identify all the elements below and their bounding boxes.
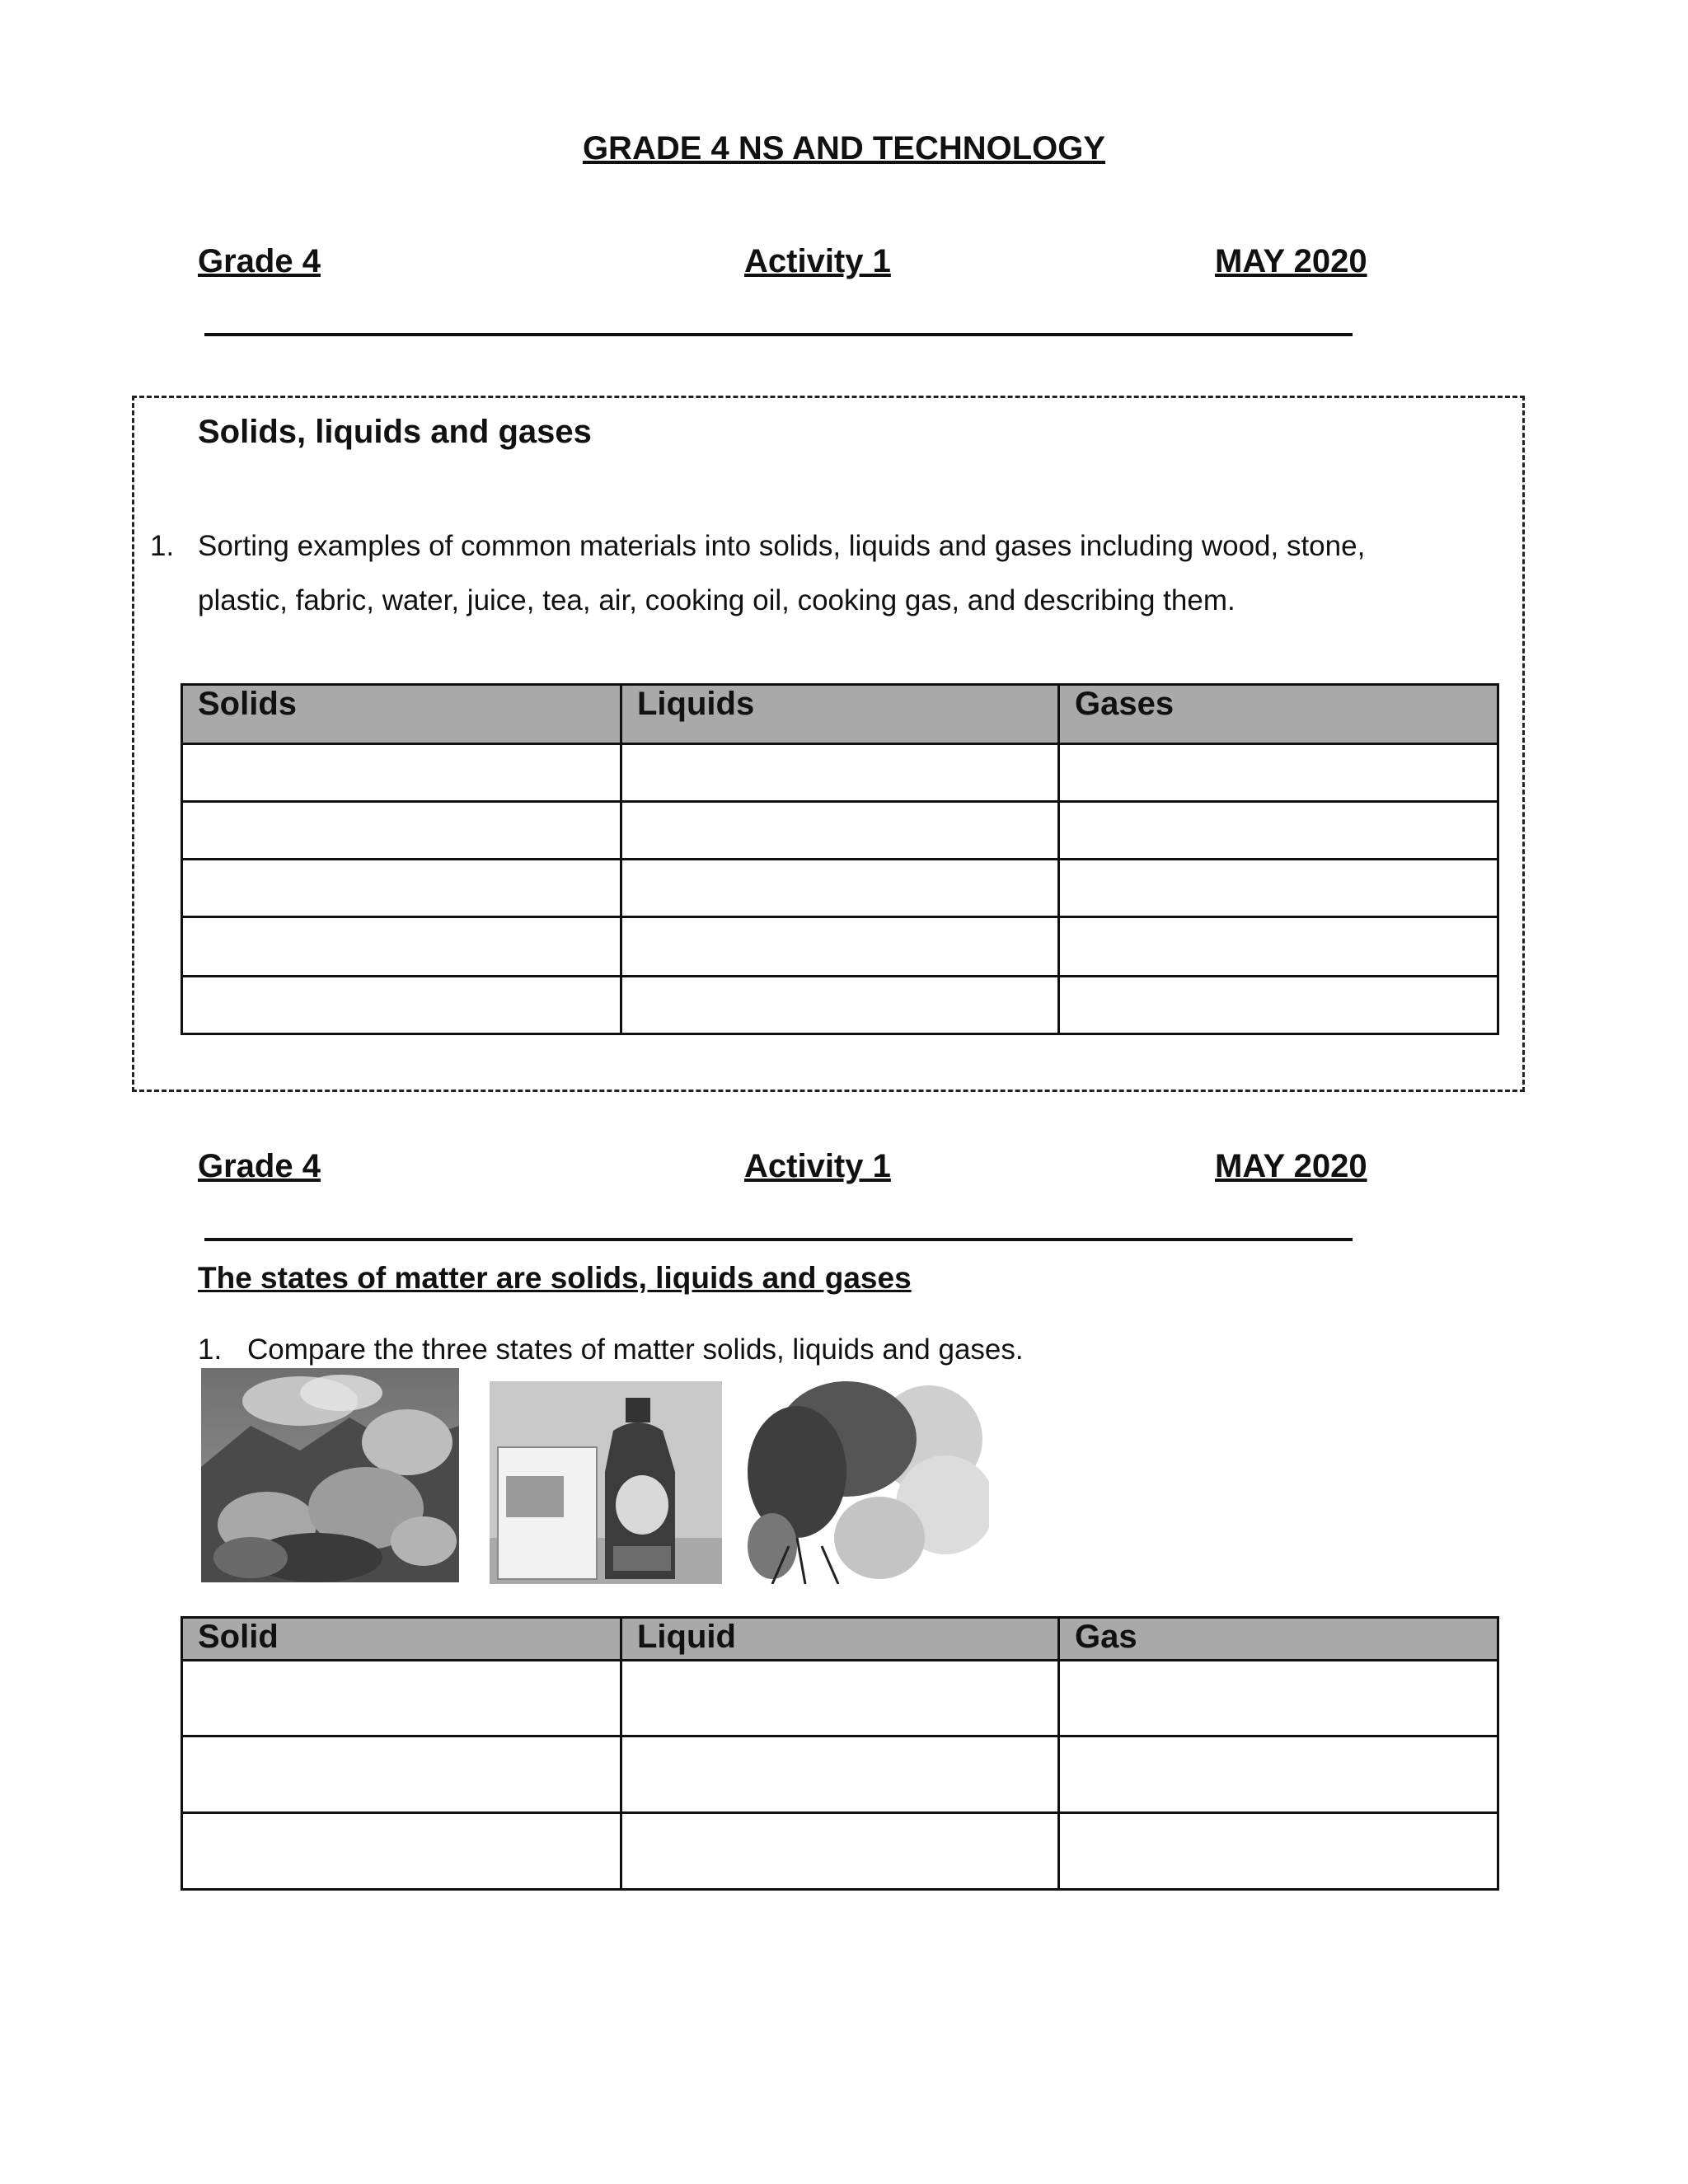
column-header-gases: Gases [1059,685,1498,744]
header-activity: Activity 1 [744,243,891,279]
column-header-liquids: Liquids [621,685,1059,744]
table-row [182,802,1498,860]
table-cell[interactable] [621,917,1059,977]
table-row [182,1661,1498,1736]
column-header-liquid: Liquid [621,1618,1059,1661]
table-cell[interactable] [621,860,1059,917]
table-cell[interactable] [182,860,621,917]
header-date: MAY 2020 [1215,1148,1367,1184]
table-cell[interactable] [182,802,621,860]
table-row [182,1813,1498,1890]
header-date: MAY 2020 [1215,243,1367,279]
header-divider [204,1238,1353,1241]
table-cell[interactable] [621,1661,1059,1736]
table-cell[interactable] [182,744,621,802]
question-number: 1. [198,1333,223,1366]
table-row [182,977,1498,1034]
table-row [182,860,1498,917]
table-cell[interactable] [1059,802,1498,860]
column-header-solid: Solid [182,1618,621,1661]
table-row [182,744,1498,802]
table-cell[interactable] [182,977,621,1034]
question-number: 1. [150,530,175,562]
column-header-gas: Gas [1059,1618,1498,1661]
table-cell[interactable] [182,1736,621,1813]
table-cell[interactable] [1059,1813,1498,1890]
balloons-photo [748,1381,989,1584]
section-heading: The states of matter are solids, liquids and gases [198,1261,912,1295]
table-cell[interactable] [621,1813,1059,1890]
table-cell[interactable] [1059,917,1498,977]
table-row [182,917,1498,977]
header-divider [204,333,1353,336]
column-header-solids: Solids [182,685,621,744]
milk-and-juice-photo [490,1381,722,1584]
sorting-table [181,683,1499,1035]
question-text-line1: Sorting examples of common materials into solids, liquids and gases including wood, stone, [198,530,1366,562]
section-heading: Solids, liquids and gases [198,414,592,450]
states-of-matter-table [181,1616,1499,1891]
table-cell[interactable] [1059,977,1498,1034]
table-cell[interactable] [182,1813,621,1890]
header-grade: Grade 4 [198,1148,321,1184]
page-title: GRADE 4 NS AND TECHNOLOGY [582,130,1106,166]
table-cell[interactable] [621,1736,1059,1813]
question-text: Compare the three states of matter solids, liquids and gases. [247,1333,1024,1366]
header-grade: Grade 4 [198,243,321,279]
rocks-photo [201,1368,459,1582]
question-text-line2: plastic, fabric, water, juice, tea, air, cooking oil, cooking gas, and describing them. [198,584,1236,616]
table-cell[interactable] [621,744,1059,802]
header-activity: Activity 1 [744,1148,891,1184]
table-cell[interactable] [621,977,1059,1034]
table-cell[interactable] [182,917,621,977]
table-cell[interactable] [182,1661,621,1736]
table-cell[interactable] [1059,744,1498,802]
table-cell[interactable] [621,802,1059,860]
table-cell[interactable] [1059,1736,1498,1813]
table-cell[interactable] [1059,1661,1498,1736]
table-row [182,1736,1498,1813]
table-cell[interactable] [1059,860,1498,917]
